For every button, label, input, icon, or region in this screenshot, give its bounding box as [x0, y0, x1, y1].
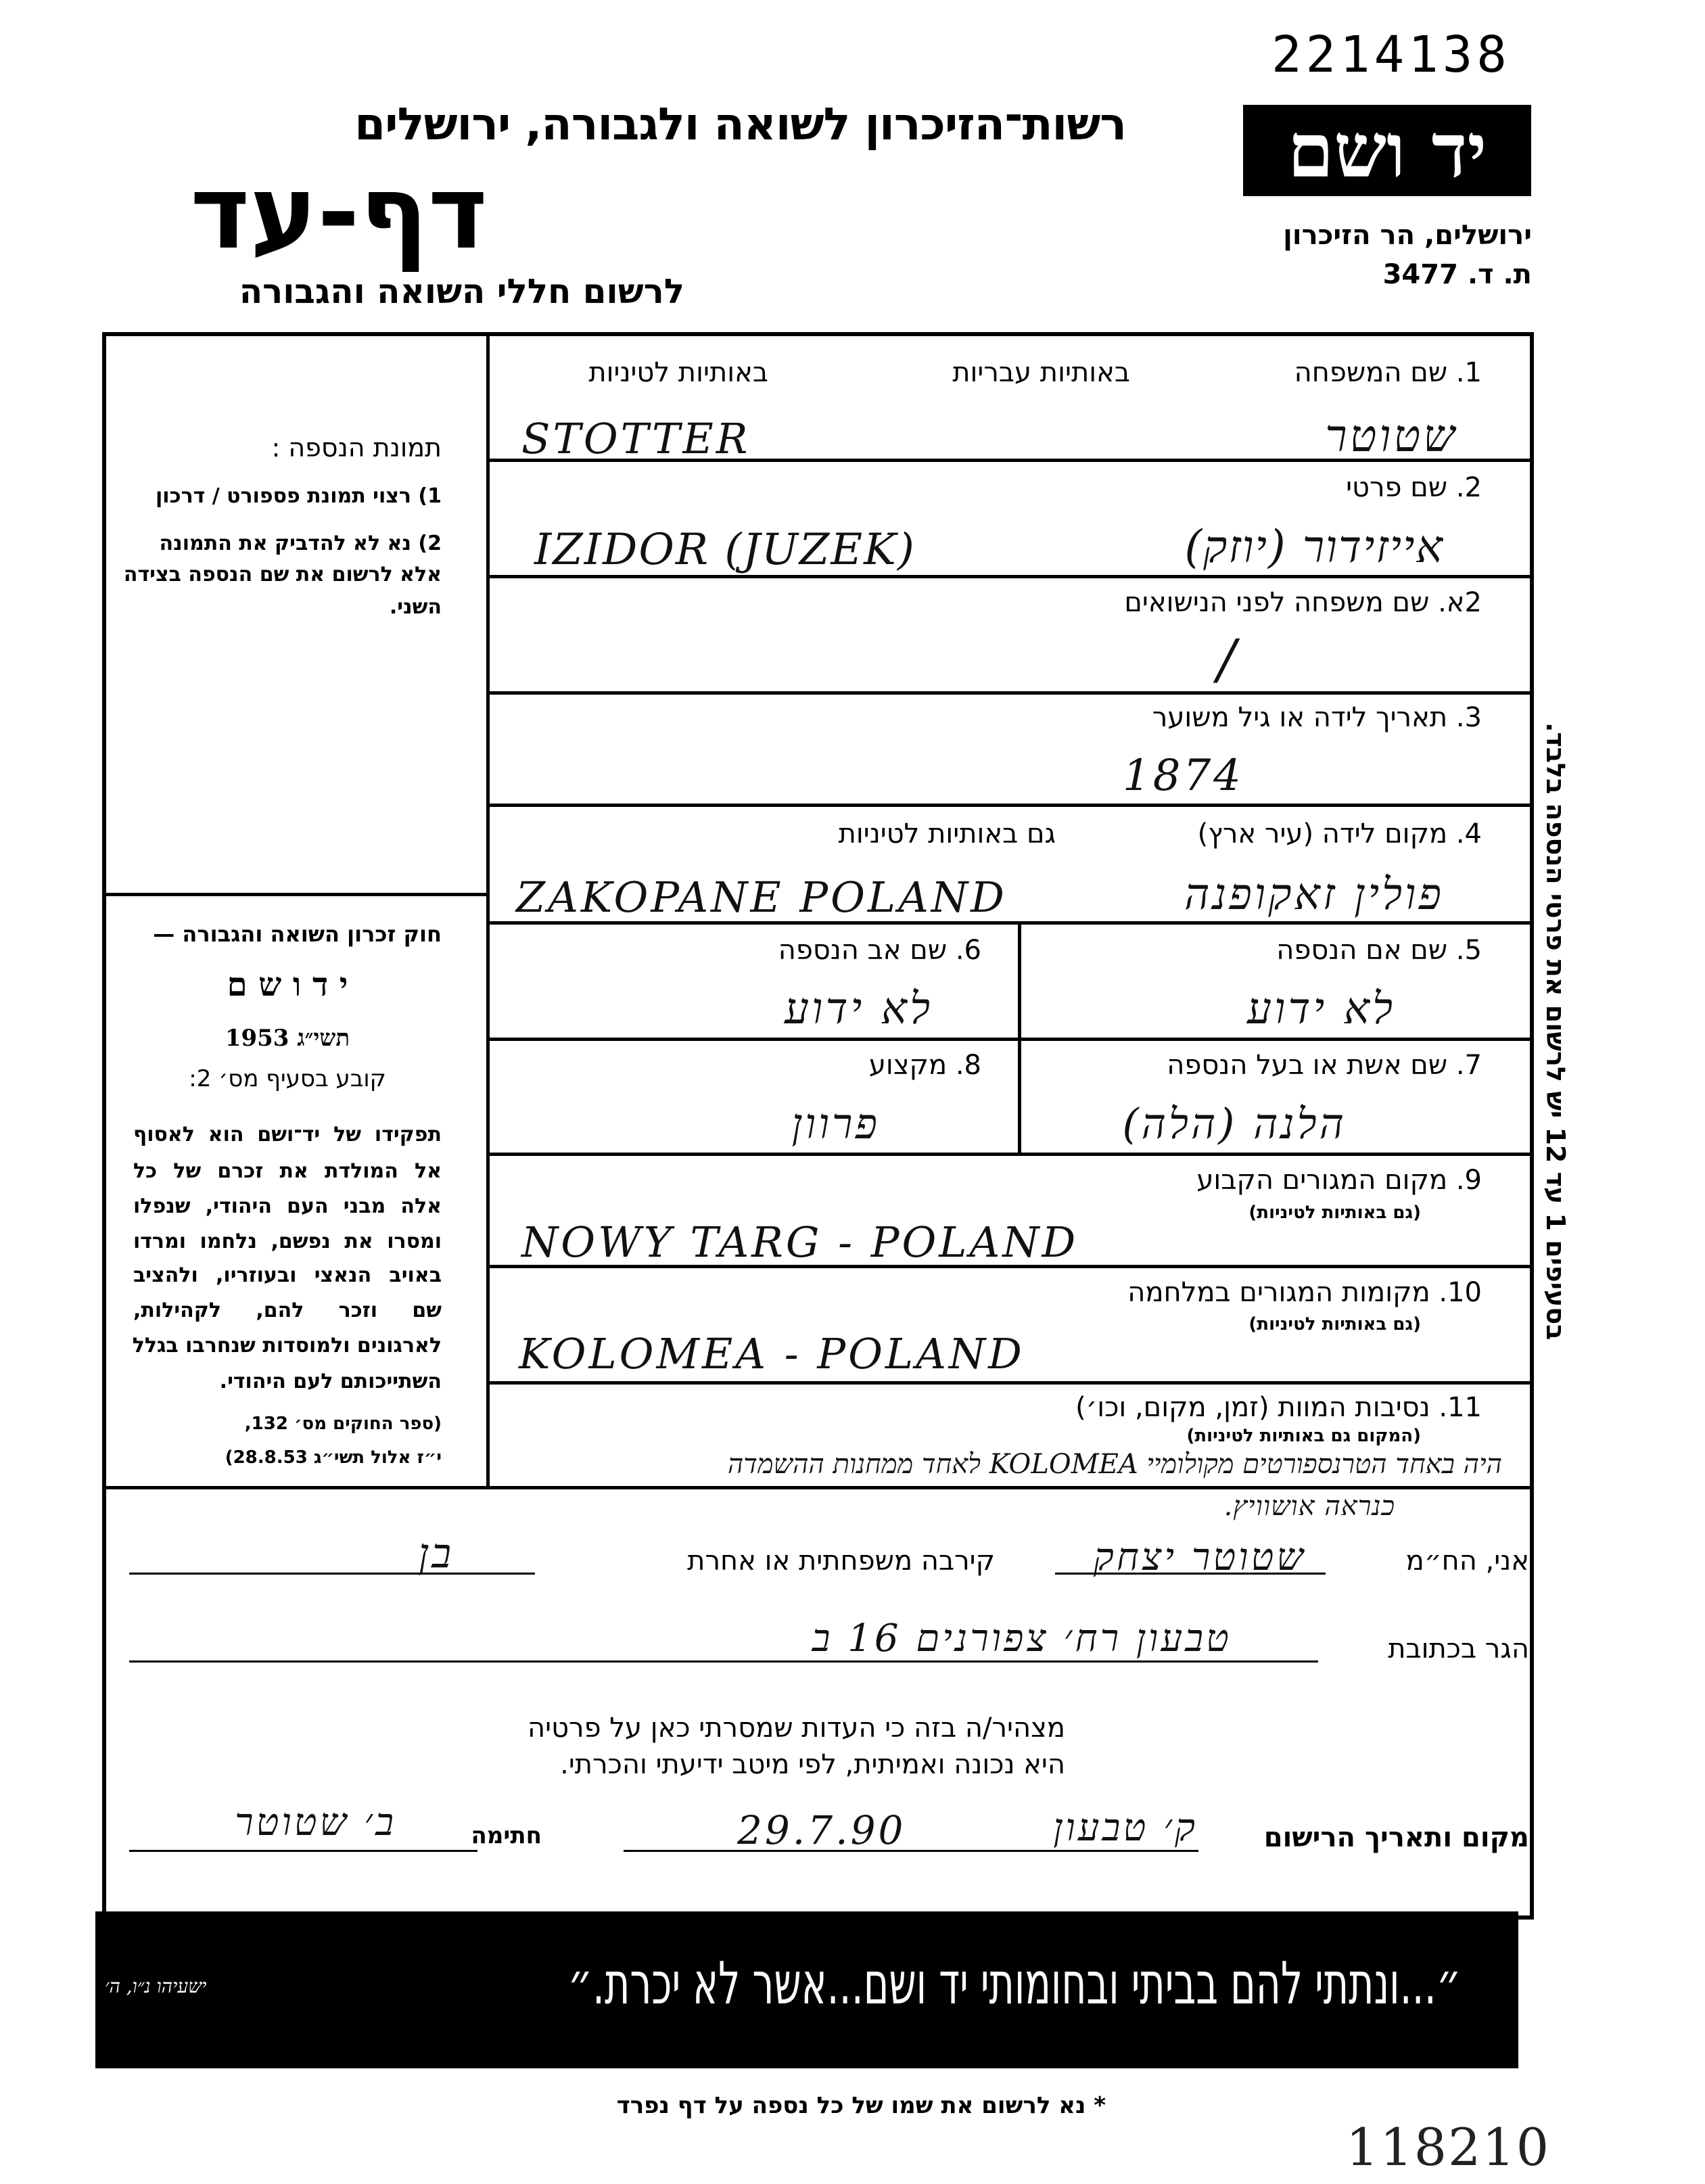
field-11-label: 11. נסיבות המוות (זמן, מקום, וכו׳)	[1075, 1392, 1482, 1423]
row-divider	[486, 575, 1530, 578]
left-column-divider	[486, 332, 490, 1489]
law-clause: קובע בסעיף מס׳ 2:	[189, 1065, 386, 1092]
quote-banner	[95, 1911, 1518, 2068]
declaration-line-2: היא נכונה ואמיתית, לפי מיטב ידיעתי והכרתי.	[560, 1749, 1065, 1780]
first-name-latin[interactable]: IZIDOR (JUZEK)	[534, 525, 916, 575]
place-date-underline	[624, 1850, 1198, 1852]
law-source: י״ז אלול תשי״ג 28.8.53)	[225, 1447, 442, 1468]
left-column-divider-h	[102, 893, 488, 896]
banner-quote: ״...ונתתי להם בביתי ובחומותי יד ושם...אשר לא יכרת.״	[567, 1950, 1461, 2018]
address-value[interactable]: טבעון רח׳ צפורנים 16 ב	[812, 1617, 1232, 1660]
photo-box-item-2: אלא לרשום את שם הנספה בצידה	[123, 563, 442, 586]
law-year: תשי״ג 1953	[225, 1025, 350, 1052]
law-body-line: אל המולדת את זכרם של כל	[133, 1159, 442, 1183]
logo-text: יד ושם	[1287, 106, 1487, 194]
law-name: י ד ו ש ם	[227, 966, 348, 1004]
row-divider	[486, 1381, 1530, 1385]
yad-vashem-logo	[1243, 105, 1531, 196]
relation-label: קירבה משפחתית או אחרת	[687, 1546, 995, 1577]
declarant-name-value[interactable]: שטוטר יצחק	[1093, 1535, 1306, 1579]
banner-source: ישעיהו נ״ו, ה׳	[105, 1975, 207, 1997]
photo-box-item-2: השני.	[389, 595, 442, 619]
registration-date-value[interactable]: 29.7.90	[737, 1807, 906, 1853]
family-name-latin[interactable]: STOTTER	[521, 414, 751, 463]
death-circumstances-line-1[interactable]: היה באחד הטרנספורטים מקולומיי KOLOMEA לאחד ממחנות ההשמדה	[727, 1449, 1502, 1480]
row-divider	[486, 1038, 1530, 1041]
law-body-line: באויב הנאצי ובעוזריו, ולהציב	[133, 1263, 442, 1287]
relation-underline	[129, 1573, 535, 1575]
address-label: הגר בכתובת	[1388, 1633, 1529, 1665]
law-body-line: אלה מבני העם היהודי, שנפלו	[133, 1194, 442, 1218]
law-body-line: ומסרו את נפשם, נלחמו ומרדו	[133, 1230, 442, 1253]
row-divider	[486, 804, 1530, 807]
footnote: * נא לרשום את שמו של כל נספה על דף נפרד	[616, 2092, 1106, 2119]
photo-box-item-2: 2) נא לא להדביק את התמונה	[159, 532, 442, 555]
field-6-label: 6. שם אב הנספה	[778, 935, 981, 966]
field-7-label: 7. שם אשת או בעל הנספה	[1167, 1050, 1482, 1081]
photo-box-title: תמונת הנספה :	[271, 433, 442, 463]
death-circumstances-line-2[interactable]: כנראה אושוויץ.	[1223, 1491, 1395, 1522]
field-1-hebrew-col: באותיות עבריות	[952, 357, 1130, 388]
document-number: 2214138	[1271, 26, 1511, 84]
field-5-label: 5. שם אם הנספה	[1276, 935, 1482, 966]
declaration-line-1: מצהיר/ה בזה כי העדות שמסרתי כאן על פרטיה	[528, 1713, 1065, 1744]
field-8-label: 8. מקצוע	[868, 1050, 981, 1081]
place-date-label: מקום ותאריך הרישום	[1263, 1822, 1529, 1853]
row-divider	[102, 1486, 1530, 1489]
address-line-1: ירושלים, הר הזיכרון	[1283, 220, 1532, 251]
permanent-residence-value[interactable]: NOWY TARG - POLAND	[521, 1217, 1079, 1267]
maiden-name-value[interactable]: /	[1217, 628, 1238, 691]
mother-name-value[interactable]: לא ידוע	[1246, 984, 1395, 1034]
family-name-hebrew[interactable]: שטוטר	[1325, 410, 1457, 462]
row-divider	[486, 691, 1530, 695]
address-underline	[129, 1660, 1318, 1663]
father-name-value[interactable]: לא ידוע	[784, 984, 933, 1034]
side-note: בסעיפים 1 עד 12 יש לרשום את פרטי הנספה בלבד.	[1541, 722, 1570, 1341]
law-body-line: השתייכותם לעם היהודי.	[219, 1370, 442, 1393]
photo-box-item-1: 1) רצוי תמונת פספורט / דרכון	[155, 484, 442, 508]
col-divider	[1018, 921, 1021, 1155]
authority-title: רשות־הזיכרון לשואה ולגבורה, ירושלים	[354, 98, 1126, 150]
bottom-number: 118210	[1346, 2117, 1551, 2177]
field-2-label: 2. שם פרטי	[1346, 472, 1482, 503]
field-1-latin-col: באותיות לטיניות	[588, 357, 768, 388]
wartime-residence-value[interactable]: KOLOMEA - POLAND	[519, 1329, 1025, 1378]
page-title: דף-עד	[190, 154, 488, 272]
page-subtitle: לרשום חללי השואה והגבורה	[239, 272, 684, 311]
law-source: (ספר החוקים מס׳ 132,	[244, 1414, 442, 1434]
signature-label: חתימה	[471, 1822, 542, 1849]
field-9-label: 9. מקום המגורים הקבוע	[1196, 1165, 1482, 1196]
field-4-label: 4. מקום לידה (עיר ארץ)	[1197, 818, 1482, 850]
field-11-sub: (המקום גם באותיות לטיניות)	[1186, 1426, 1421, 1446]
address-line-2: ת. ד. 3477	[1382, 259, 1532, 290]
registration-place-value[interactable]: ק׳ טבעון	[1053, 1806, 1198, 1850]
field-9-sub: (גם באותיות לטיניות)	[1248, 1203, 1421, 1223]
law-body-line: שם וזכר להם, לקהילות,	[133, 1299, 442, 1322]
field-3-label: 3. תאריך לידה או גיל משוער	[1152, 702, 1482, 733]
field-1-label: 1. שם המשפחה	[1294, 357, 1482, 388]
law-body-line: תפקידו של יד־ושם הוא לאסוף	[133, 1123, 442, 1146]
declarant-label: אני, הח״מ	[1405, 1546, 1529, 1577]
signature-value[interactable]: ב׳ שטוטר	[235, 1800, 396, 1844]
spouse-name-value[interactable]: הלנה (הלה)	[1122, 1099, 1347, 1148]
birth-place-hebrew[interactable]: פולין זאקופנה	[1184, 870, 1444, 920]
law-heading: חוק זכרון השואה והגבורה —	[153, 921, 442, 947]
law-body-line: לארגונים ולמוסדות שנחרבו בגלל	[132, 1334, 442, 1357]
birth-place-latin[interactable]: ZAKOPANE POLAND	[516, 873, 1007, 922]
birth-date-value[interactable]: 1874	[1123, 751, 1244, 801]
first-name-hebrew[interactable]: אייזידור (יוזק)	[1184, 521, 1444, 573]
field-2a-label: 2א. שם משפחה לפני הנישואים	[1124, 587, 1482, 618]
relation-value[interactable]: בן	[418, 1530, 454, 1577]
field-10-sub: (גם באותיות לטיניות)	[1248, 1314, 1421, 1334]
field-10-label: 10. מקומות המגורים במלחמה	[1127, 1277, 1482, 1308]
row-divider	[486, 1153, 1530, 1156]
field-4-sub: גם באותיות לטיניות	[838, 818, 1056, 850]
profession-value[interactable]: פרוון	[791, 1099, 880, 1148]
signature-underline	[129, 1850, 477, 1852]
